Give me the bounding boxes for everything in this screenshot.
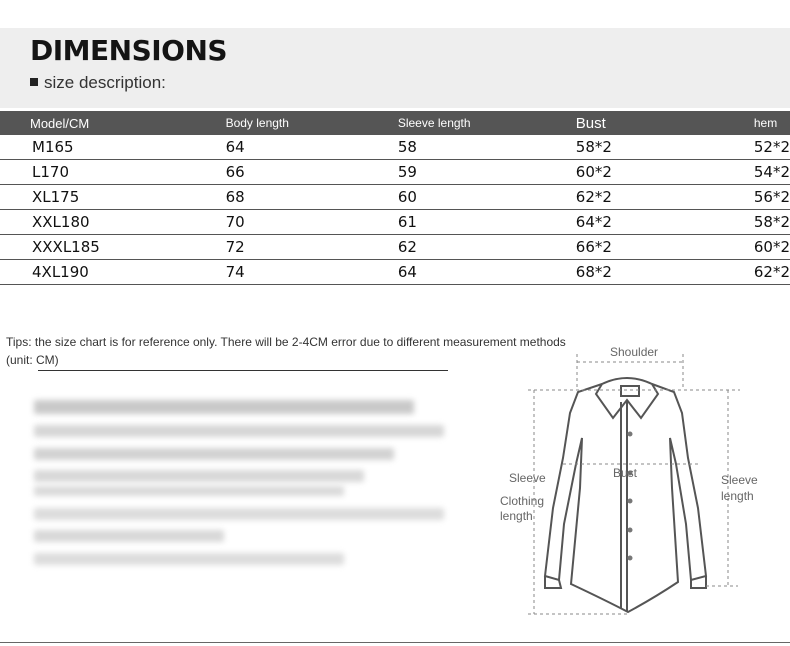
bullet-square-icon — [30, 78, 38, 86]
header-band — [0, 28, 790, 108]
label-bust: Bust — [613, 466, 638, 480]
cell-model: XL175 — [0, 185, 196, 210]
cell-model: XXXL185 — [0, 235, 196, 260]
col-header-hem: hem — [744, 111, 790, 135]
tips-line-1: Tips: the size chart is for reference only. There will be 2-4CM error due to different measurement methods — [6, 335, 566, 349]
page-title: DIMENSIONS — [30, 34, 228, 67]
label-clothing-length: Clothing length — [500, 494, 545, 523]
cell-sleeve-length: 64 — [374, 260, 571, 285]
table-row — [0, 135, 790, 160]
button-icon — [628, 499, 633, 504]
cell-model: L170 — [0, 160, 196, 185]
cell-bust: 62*2 — [571, 185, 744, 210]
label-sleeve-length: Sleeve length — [721, 473, 758, 503]
cell-sleeve-length: 61 — [374, 210, 571, 235]
table-row — [0, 210, 790, 235]
tips-text — [6, 333, 566, 369]
cell-model: XXL180 — [0, 210, 196, 235]
table-row — [0, 185, 790, 210]
label-shoulder: Shoulder — [610, 345, 659, 359]
bottom-divider — [0, 642, 790, 643]
cell-bust: 66*2 — [571, 235, 744, 260]
cell-hem: 52*2 — [744, 135, 790, 160]
cell-sleeve-length: 58 — [374, 135, 571, 160]
col-header-model: Model/CM — [0, 111, 196, 135]
cell-hem: 56*2 — [744, 185, 790, 210]
cell-bust: 58*2 — [571, 135, 744, 160]
cell-bust: 68*2 — [571, 260, 744, 285]
tips-underline — [38, 370, 448, 371]
cell-hem: 58*2 — [744, 210, 790, 235]
cell-sleeve-length: 60 — [374, 185, 571, 210]
cell-body-length: 74 — [196, 260, 374, 285]
table-header-row — [0, 111, 790, 135]
tips-line-2: (unit: CM) — [6, 353, 59, 367]
cell-hem: 60*2 — [744, 235, 790, 260]
cell-bust: 64*2 — [571, 210, 744, 235]
col-header-bust: Bust — [571, 111, 744, 135]
cell-body-length: 66 — [196, 160, 374, 185]
cell-body-length: 64 — [196, 135, 374, 160]
cell-hem: 54*2 — [744, 160, 790, 185]
cell-bust: 60*2 — [571, 160, 744, 185]
button-icon — [628, 432, 633, 437]
cell-model: M165 — [0, 135, 196, 160]
table-row — [0, 160, 790, 185]
label-sleeve-left: Sleeve — [509, 471, 546, 485]
cell-hem: 62*2 — [744, 260, 790, 285]
cell-model: 4XL190 — [0, 260, 196, 285]
size-description-label: size description: — [30, 73, 166, 93]
button-icon — [628, 556, 633, 561]
shirt-measurement-diagram — [490, 338, 790, 628]
table-row — [0, 260, 790, 285]
button-icon — [628, 528, 633, 533]
cell-body-length: 72 — [196, 235, 374, 260]
cell-body-length: 68 — [196, 185, 374, 210]
cell-sleeve-length: 62 — [374, 235, 571, 260]
cell-body-length: 70 — [196, 210, 374, 235]
col-header-sleeve-length: Sleeve length — [374, 111, 571, 135]
size-table — [0, 111, 790, 285]
col-header-body-length: Body length — [196, 111, 374, 135]
cell-sleeve-length: 59 — [374, 160, 571, 185]
table-row — [0, 235, 790, 260]
